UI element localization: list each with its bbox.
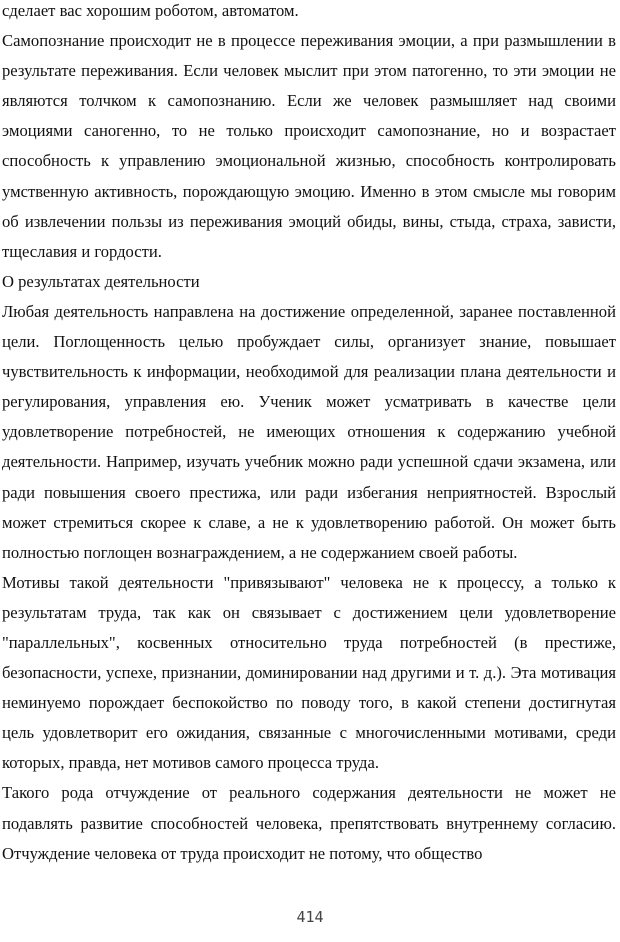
section-heading: О результатах деятельности — [2, 271, 200, 291]
page-number: 414 — [296, 908, 324, 926]
paragraph-alienation: Такого рода отчуждение от реального содержания деятельности не может не подавлять развитие способностей человека, препятствовать внутреннему согласию. Отчуждение человека от труда происходит не потому, что общество — [2, 783, 616, 863]
paragraph-motives: Мотивы такой деятельности "привязывают" человека не к процессу, а только к результатам труда, так как он связывает с достижением цели удовлетворение "параллельных", косвенных относительно труда потребностей (в престиже, безопасности, успехе, признании, доминировании над другими и т. д.). Эта мотивация неминуемо порождает беспокойство по поводу того, в какой степени достигнутая цель удовлетворит его ожидания, связанные с многочисленными мотивами, среди которых, правда, нет мотивов самого процесса труда. — [2, 572, 616, 773]
paragraph-self-knowledge: Самопознание происходит не в процессе переживания эмоции, а при размышлении в результате переживания. Если человек мыслит при этом патогенно, то эти эмоции не являются толчком к самопознанию. Если же человек размышляет над своими эмоциями саногенно, то не только происходит самопознание, но и возрастает способность к управлению эмоциональной жизнью, способность контролировать умственную активность, порождающую эмоцию. Именно в этом смысле мы говорим об извлечении пользы из переживания эмоций обиды, вины, стыда, страха, зависти, тщеславия и гордости. — [2, 31, 616, 261]
body-text — [2, 0, 616, 869]
paragraph-activity-goal: Любая деятельность направлена на достижение определенной, заранее поставленной цели. Поглощенность целью пробуждает силы, организует знание, повышает чувствительность к информации, необходимой для реализации плана деятельности и регулирования, управления ею. Ученик может усматривать в качестве цели удовлетворение потребностей, не имеющих отношения к содержанию учебной деятельности. Например, изучать учебник можно ради успешной сдачи экзамена, или ради повышения своего престижа, или ради избегания неприятностей. Взрослый может стремиться скорее к славе, а не к удовлетворению работой. Он может быть полностью поглощен вознаграждением, а не содержанием своей работы. — [2, 301, 616, 562]
paragraph-continuation: сделает вас хорошим роботом, автоматом. — [2, 1, 299, 20]
